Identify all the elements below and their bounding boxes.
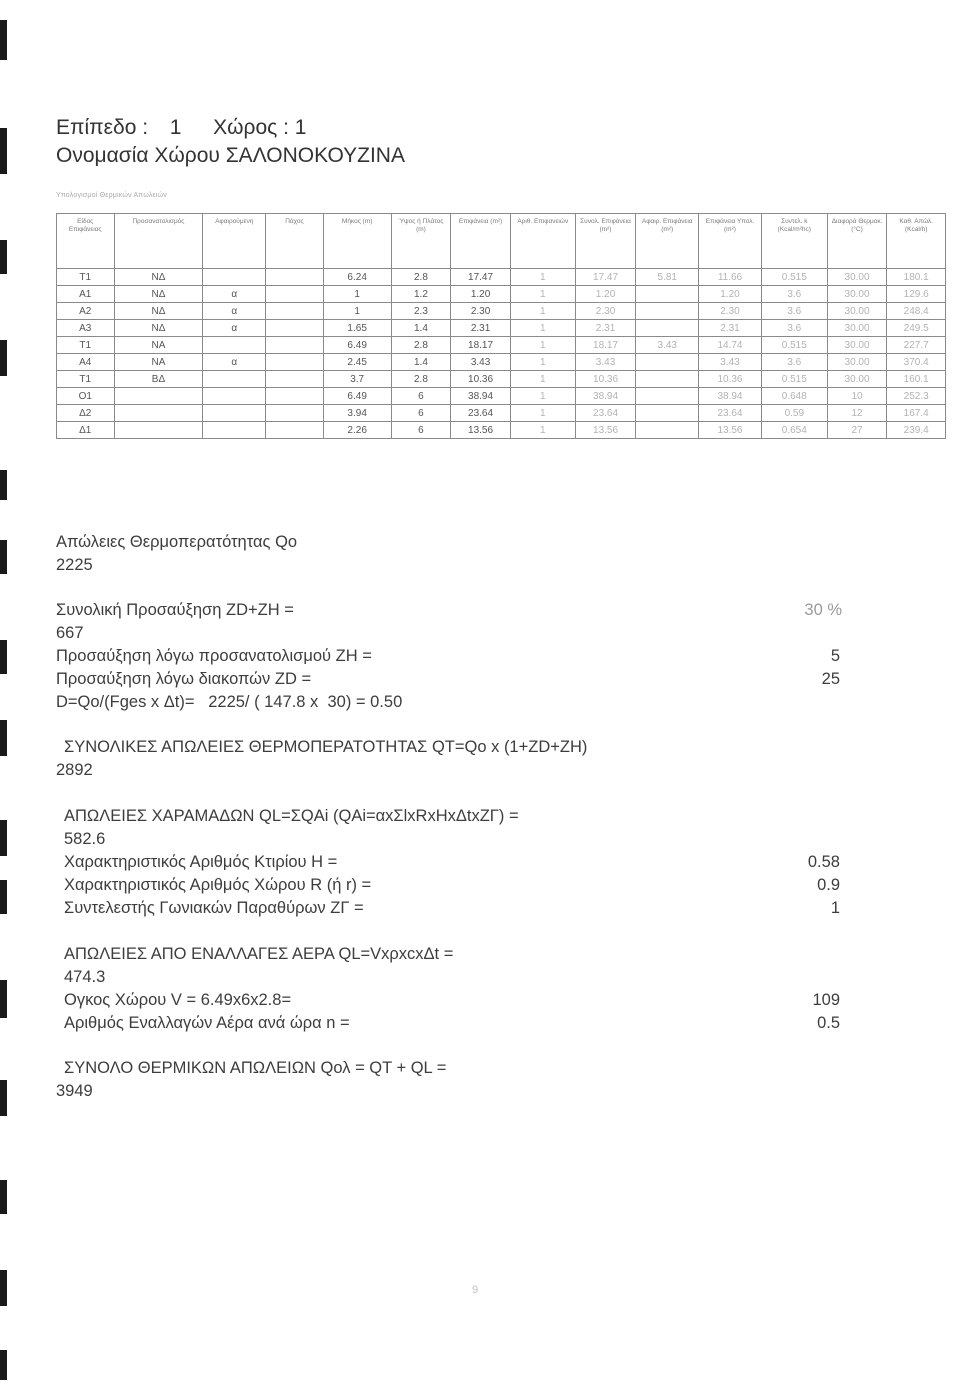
- table-cell: [636, 371, 699, 388]
- table-cell: A3: [57, 320, 115, 337]
- qo-value: 2225: [56, 556, 93, 574]
- summary-block-2: [56, 599, 840, 714]
- table-cell: 1: [510, 388, 575, 405]
- table-cell: 6.24: [323, 269, 391, 286]
- table-cell: 129.6: [887, 286, 946, 303]
- zg-row: [56, 897, 840, 920]
- room-name-line: Ονομασία Χώρου ΣΑΛΟΝΟΚΟΥΖΙΝΑ: [56, 144, 405, 167]
- zd-label: Προσαύξηση λόγω διακοπών ZD =: [56, 670, 312, 688]
- table-cell: 30.00: [827, 286, 887, 303]
- ql2-label: ΑΠΩΛΕΙΕΣ ΑΠΟ ΕΝΑΛΛΑΓΕΣ ΑΕΡΑ QL=VxρxcxΔt =: [64, 945, 454, 963]
- table-cell: ΝΔ: [114, 286, 203, 303]
- column-header: Συνολ. Επιφάνεια (m²): [575, 214, 636, 269]
- table-cell: [266, 303, 324, 320]
- table-row: [57, 405, 946, 422]
- zh-value: 5: [830, 647, 840, 665]
- table-cell: [203, 269, 266, 286]
- table-cell: [636, 405, 699, 422]
- table-row: [57, 320, 946, 337]
- table-cell: [266, 337, 324, 354]
- column-header: Ύψος ή Πλάτος (m): [391, 214, 451, 269]
- table-cell: [266, 405, 324, 422]
- table-cell: 227.7: [887, 337, 946, 354]
- table-caption: Υπολογισμοί Θερμικών Απωλειών: [56, 192, 167, 199]
- h-row: [56, 851, 840, 874]
- summary-block-5: [56, 943, 840, 1035]
- table-cell: 5.81: [636, 269, 699, 286]
- table-cell: 1: [510, 422, 575, 439]
- table-cell: 17.47: [451, 269, 511, 286]
- column-header: Είδος Επιφάνειας: [57, 214, 115, 269]
- ql1-label: ΑΠΩΛΕΙΕΣ ΧΑΡΑΜΑΔΩΝ QL=ΣQAi (QAi=αxΣlxRxHxΔtxZΓ) =: [64, 807, 519, 825]
- table-cell: Δ2: [57, 405, 115, 422]
- table-cell: 6.49: [323, 337, 391, 354]
- total-label: ΣΥΝΟΛΟ ΘΕΡΜΙΚΩΝ ΑΠΩΛΕΙΩΝ Qολ = QT + QL =: [64, 1059, 447, 1077]
- table-cell: 11.66: [699, 269, 762, 286]
- table-cell: 3.94: [323, 405, 391, 422]
- table-cell: 10.36: [575, 371, 636, 388]
- table-cell: 249.5: [887, 320, 946, 337]
- table-cell: 2.30: [451, 303, 511, 320]
- table-cell: A1: [57, 286, 115, 303]
- table-row: [57, 286, 946, 303]
- table-cell: 252.3: [887, 388, 946, 405]
- table-cell: 1: [510, 269, 575, 286]
- table-cell: 30.00: [827, 269, 887, 286]
- column-header: Προσανατολισμός: [114, 214, 203, 269]
- total-value: 3949: [56, 1082, 93, 1100]
- table-cell: A4: [57, 354, 115, 371]
- table-cell: 2.31: [451, 320, 511, 337]
- table-cell: 23.64: [699, 405, 762, 422]
- table-cell: 167.4: [887, 405, 946, 422]
- table-cell: 0.648: [761, 388, 827, 405]
- zdzh-percent: 30 %: [804, 601, 842, 619]
- table-cell: 3.43: [451, 354, 511, 371]
- zdzh-value: 667: [56, 624, 84, 642]
- zg-value: 1: [830, 899, 840, 917]
- table-cell: 30.00: [827, 320, 887, 337]
- table-row: [57, 422, 946, 439]
- table-cell: α: [203, 303, 266, 320]
- table-row: [57, 337, 946, 354]
- table-cell: 1: [323, 303, 391, 320]
- v-label: Ογκος Χώρου V = 6.49x6x2.8=: [64, 991, 292, 1009]
- table-cell: [266, 422, 324, 439]
- column-header: Μήκος (m): [323, 214, 391, 269]
- table-cell: [636, 286, 699, 303]
- h-value: 0.58: [807, 853, 840, 871]
- table-cell: α: [203, 320, 266, 337]
- table-cell: 13.56: [451, 422, 511, 439]
- table-cell: 0.515: [761, 371, 827, 388]
- summary-block-4: [56, 805, 840, 920]
- zh-label: Προσαύξηση λόγω προσανατολισμού ZH =: [56, 647, 372, 665]
- table-cell: ΝΔ: [114, 269, 203, 286]
- table-cell: [266, 286, 324, 303]
- table-cell: 23.64: [451, 405, 511, 422]
- table-cell: 27: [827, 422, 887, 439]
- table-cell: 2.8: [391, 269, 451, 286]
- qo-label: Απώλειες Θερμοπερατότητας Qo: [56, 533, 298, 551]
- table-cell: 10.36: [451, 371, 511, 388]
- table-cell: 1: [510, 371, 575, 388]
- h-label: Χαρακτηριστικός Αριθμός Κτιρίου H =: [64, 853, 338, 871]
- zdzh-row: [56, 599, 840, 622]
- table-cell: [114, 388, 203, 405]
- n-label: Αριθμός Εναλλαγών Αέρα ανά ώρα n =: [64, 1014, 350, 1032]
- table-cell: [266, 388, 324, 405]
- ql1-value: 582.6: [64, 830, 106, 848]
- d-formula: D=Qo/(Fges x Δt)= 2225/ ( 147.8 x 30) = 0.50: [56, 693, 403, 711]
- table-cell: ΒΔ: [114, 371, 203, 388]
- table-cell: 1: [323, 286, 391, 303]
- table-cell: [266, 320, 324, 337]
- table-cell: 160.1: [887, 371, 946, 388]
- column-header: Συντελ. k (Kcal/m²hc): [761, 214, 827, 269]
- table-cell: 38.94: [699, 388, 762, 405]
- table-cell: α: [203, 286, 266, 303]
- table-cell: 18.17: [451, 337, 511, 354]
- table-cell: 2.30: [575, 303, 636, 320]
- table-cell: [114, 405, 203, 422]
- page-heading: [56, 114, 405, 170]
- table-cell: [203, 422, 266, 439]
- table-cell: 10.36: [699, 371, 762, 388]
- column-header: Επιφάνεια (m²): [451, 214, 511, 269]
- table-cell: α: [203, 354, 266, 371]
- table-cell: 239.4: [887, 422, 946, 439]
- room-label: Χώρος :: [213, 116, 289, 139]
- table-cell: 0.654: [761, 422, 827, 439]
- table-row: [57, 303, 946, 320]
- table-cell: [636, 320, 699, 337]
- level-value: 1: [169, 116, 182, 139]
- table-header-row: [57, 214, 946, 269]
- table-cell: 1.2: [391, 286, 451, 303]
- n-row: [56, 1012, 840, 1035]
- table-cell: 23.64: [575, 405, 636, 422]
- table-cell: ΝΔ: [114, 320, 203, 337]
- table-body: [57, 269, 946, 439]
- table-cell: 370.4: [887, 354, 946, 371]
- table-cell: [266, 354, 324, 371]
- table-cell: T1: [57, 269, 115, 286]
- table-cell: [636, 354, 699, 371]
- table-cell: 1.65: [323, 320, 391, 337]
- table-cell: 0.59: [761, 405, 827, 422]
- table-cell: 3.6: [761, 303, 827, 320]
- column-header: Αφαιρ. Επιφάνεια (m²): [636, 214, 699, 269]
- table-cell: 38.94: [451, 388, 511, 405]
- n-value: 0.5: [817, 1014, 840, 1032]
- table-cell: [203, 337, 266, 354]
- summary-block-6: [56, 1057, 840, 1103]
- table-cell: 180.1: [887, 269, 946, 286]
- table-cell: 30.00: [827, 354, 887, 371]
- table-cell: T1: [57, 371, 115, 388]
- table-cell: [266, 371, 324, 388]
- table-cell: 248.4: [887, 303, 946, 320]
- table-cell: 30.00: [827, 337, 887, 354]
- table-cell: [203, 405, 266, 422]
- table-cell: 6: [391, 405, 451, 422]
- table-cell: 2.31: [699, 320, 762, 337]
- table-cell: 1: [510, 337, 575, 354]
- zh-row: [56, 645, 840, 668]
- page-number: 9: [472, 1284, 479, 1296]
- heat-loss-table: [56, 213, 946, 439]
- table-cell: 1.4: [391, 320, 451, 337]
- table-cell: O1: [57, 388, 115, 405]
- table-cell: 6.49: [323, 388, 391, 405]
- column-header: Διαφορά Θερμοκ. (°C): [827, 214, 887, 269]
- table-cell: ΝΑ: [114, 354, 203, 371]
- summary-block-1: [56, 531, 840, 577]
- table-cell: 3.6: [761, 286, 827, 303]
- table-cell: 2.30: [699, 303, 762, 320]
- qt-value: 2892: [56, 761, 93, 779]
- table-cell: 1.20: [575, 286, 636, 303]
- table-cell: [203, 371, 266, 388]
- table-cell: 1.20: [451, 286, 511, 303]
- binding-edge: [0, 0, 14, 1387]
- table-cell: 6: [391, 422, 451, 439]
- qt-label: ΣΥΝΟΛΙΚΕΣ ΑΠΩΛΕΙΕΣ ΘΕΡΜΟΠΕΡΑΤΟΤΗΤΑΣ QT=Qo x (1+ZD+ZH): [64, 738, 588, 756]
- table-cell: 10: [827, 388, 887, 405]
- table-cell: 14.74: [699, 337, 762, 354]
- table-cell: 1.20: [699, 286, 762, 303]
- summary-block-3: [56, 736, 840, 782]
- table-cell: 0.515: [761, 269, 827, 286]
- table-cell: A2: [57, 303, 115, 320]
- column-header: Αριθ. Επιφανειών: [510, 214, 575, 269]
- zg-label: Συντελεστής Γωνιακών Παραθύρων ZΓ =: [64, 899, 364, 917]
- table-cell: 18.17: [575, 337, 636, 354]
- table-cell: 17.47: [575, 269, 636, 286]
- zdzh-label: Συνολική Προσαύξηση ZD+ZH =: [56, 601, 294, 619]
- table-cell: [266, 269, 324, 286]
- table-cell: 3.43: [699, 354, 762, 371]
- r-label: Χαρακτηριστικός Αριθμός Χώρου R (ή r) =: [64, 876, 372, 894]
- table-cell: Δ1: [57, 422, 115, 439]
- table-cell: 13.56: [699, 422, 762, 439]
- table-cell: ΝΔ: [114, 303, 203, 320]
- table-cell: 30.00: [827, 371, 887, 388]
- table-cell: T1: [57, 337, 115, 354]
- table-cell: 1: [510, 405, 575, 422]
- table-cell: 3.43: [636, 337, 699, 354]
- table-cell: [114, 422, 203, 439]
- table-cell: [636, 303, 699, 320]
- column-header: Αφαιρούμενη: [203, 214, 266, 269]
- column-header: Επιφάνεια Υπολ. (m²): [699, 214, 762, 269]
- table-cell: [636, 422, 699, 439]
- table-cell: 1: [510, 303, 575, 320]
- table-cell: [636, 388, 699, 405]
- table-cell: 1: [510, 286, 575, 303]
- column-header: Πάχος: [266, 214, 324, 269]
- r-row: [56, 874, 840, 897]
- table-cell: 1: [510, 354, 575, 371]
- ql2-value: 474.3: [64, 968, 106, 986]
- table-cell: 6: [391, 388, 451, 405]
- table-cell: [203, 388, 266, 405]
- table-row: [57, 371, 946, 388]
- table-cell: 38.94: [575, 388, 636, 405]
- table-cell: 2.3: [391, 303, 451, 320]
- table-cell: 3.43: [575, 354, 636, 371]
- level-room-line: [56, 114, 405, 142]
- table-cell: 30.00: [827, 303, 887, 320]
- room-value: 1: [294, 116, 307, 139]
- table-row: [57, 269, 946, 286]
- table-cell: 12: [827, 405, 887, 422]
- zd-value: 25: [821, 670, 840, 688]
- table-cell: 13.56: [575, 422, 636, 439]
- table-cell: 2.45: [323, 354, 391, 371]
- v-value: 109: [812, 991, 840, 1009]
- table-cell: 2.8: [391, 371, 451, 388]
- v-row: [56, 989, 840, 1012]
- zd-row: [56, 668, 840, 691]
- column-header: Καθ. Απώλ. (Kcal/h): [887, 214, 946, 269]
- table-cell: 2.8: [391, 337, 451, 354]
- table-row: [57, 354, 946, 371]
- level-label: Επίπεδο :: [56, 116, 149, 139]
- table-cell: ΝΑ: [114, 337, 203, 354]
- table-cell: 0.515: [761, 337, 827, 354]
- table-cell: 1: [510, 320, 575, 337]
- table-cell: 2.31: [575, 320, 636, 337]
- table-cell: 3.6: [761, 320, 827, 337]
- table-cell: 2.26: [323, 422, 391, 439]
- table-cell: 1.4: [391, 354, 451, 371]
- table-cell: 3.7: [323, 371, 391, 388]
- r-value: 0.9: [817, 876, 840, 894]
- table-cell: 3.6: [761, 354, 827, 371]
- table-row: [57, 388, 946, 405]
